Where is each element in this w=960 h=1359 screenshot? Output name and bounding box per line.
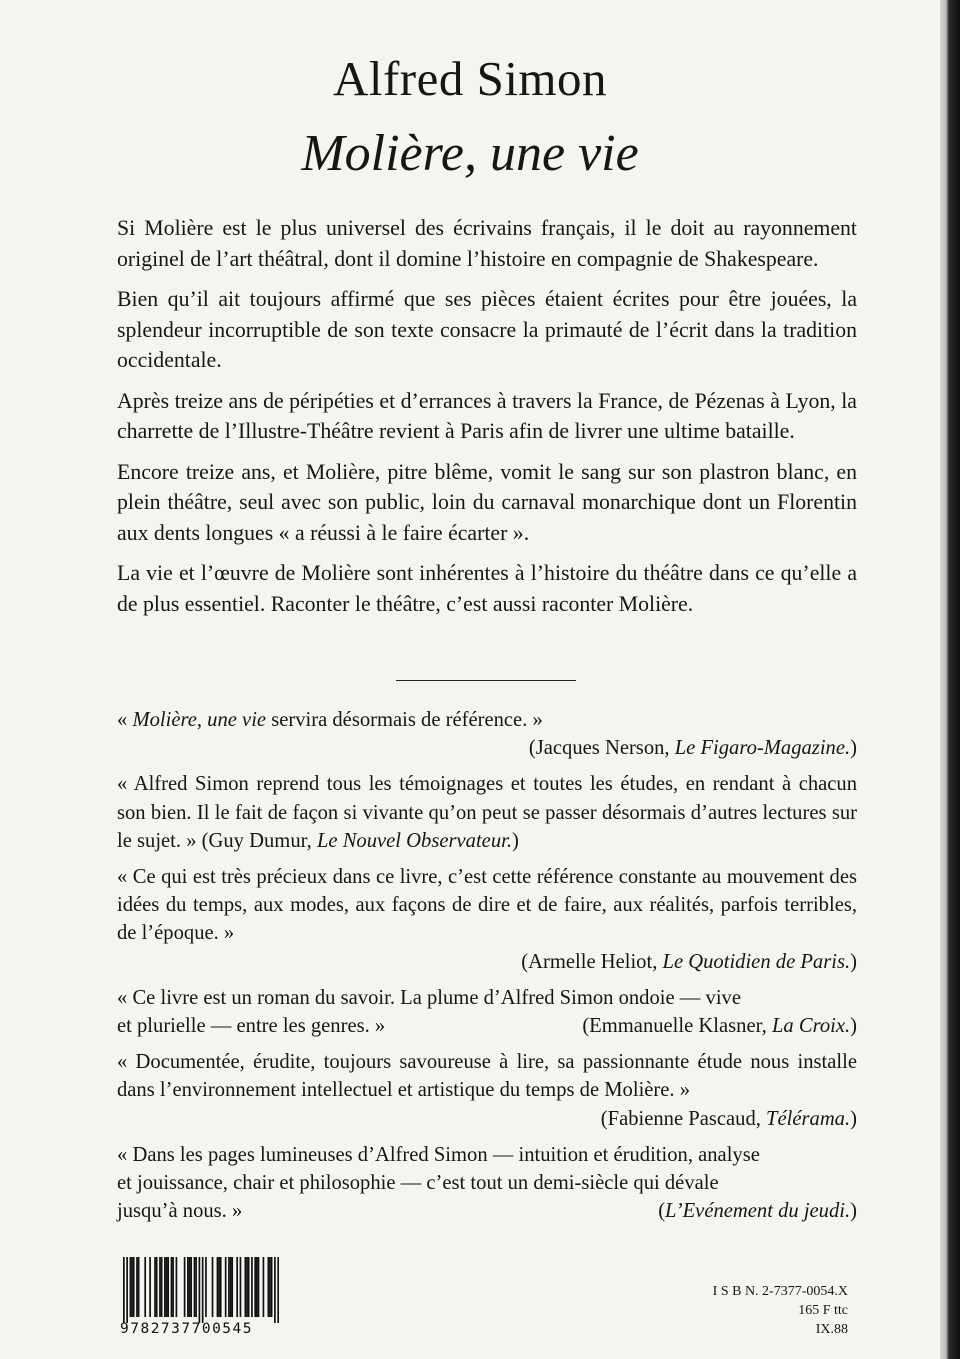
blurb-paragraph: Bien qu’il ait toujours affirmé que ses pièces étaient écrites pour être jouées, la splendeur incorruptible de son texte consacre la primauté de l’écrit dans la tradition occidentale.: [117, 287, 857, 372]
barcode-bar: [263, 1257, 265, 1317]
review-quote: [117, 770, 857, 855]
barcode-bars: [123, 1257, 279, 1323]
quote-text: « Alfred Simon reprend tous les témoignages et toutes les études, en rendant à chacun son bien. Il le fait de façon si vivante qu’on peut se passer désormais d’autres lectures sur le sujet. » (Guy Dumur, Le Nouvel Observateur.): [117, 773, 857, 852]
quote-source: (L’Evénement du jeudi.): [658, 1200, 857, 1223]
publication-info: [713, 1282, 848, 1339]
publication-name: L’Evénement du jeudi.: [665, 1200, 851, 1223]
barcode-bar: [277, 1257, 279, 1323]
barcode-bar: [240, 1257, 242, 1317]
barcode-bar: [123, 1257, 125, 1323]
barcode-bar: [136, 1257, 138, 1317]
barcode-bar: [194, 1257, 196, 1317]
barcode-bar: [225, 1257, 227, 1317]
review-quote: [117, 1048, 857, 1133]
quote-source: (Emmanuelle Klasner, La Croix.): [582, 1015, 857, 1038]
quote-source: (Fabienne Pascaud, Télérama.): [600, 1107, 857, 1130]
barcode-bar: [202, 1257, 204, 1323]
blurb-paragraph: La vie et l’œuvre de Molière sont inhérentes à l’histoire du théâtre dans ce qu’elle a de plus essentiel. Raconter le théâtre, c’est aussi raconter Molière.: [117, 561, 857, 616]
barcode-bar: [171, 1257, 173, 1317]
barcode-bar: [248, 1257, 250, 1317]
barcode-bar: [189, 1257, 191, 1317]
barcode-bar: [205, 1257, 207, 1317]
barcode-bar: [212, 1257, 214, 1317]
quote-text: « Ce livre est un roman du savoir. La plume d’Alfred Simon ondoie — vive: [117, 986, 741, 1009]
barcode-bar: [199, 1257, 201, 1323]
barcode-bar: [245, 1257, 247, 1317]
blurb: [117, 213, 857, 629]
press-reviews: [117, 706, 857, 1233]
review-quote: [117, 984, 857, 1040]
blurb-paragraph: Encore treize ans, et Molière, pitre blême, vomit le sang sur son plastron blanc, en plein théâtre, seul avec son public, loin du carnaval monarchique dont un Florentin aux dents longues « a réussi à le faire écarter ».: [117, 459, 857, 545]
barcode-bar: [274, 1257, 276, 1323]
barcode-bar: [220, 1257, 222, 1317]
barcode-bar: [217, 1257, 219, 1317]
barcode-bar: [268, 1257, 270, 1317]
quote-text: « Documentée, érudite, toujours savoureuse à lire, sa passionnante étude nous installe dans l’environnement intellectuel et artistique du temps de Molière. »: [117, 1051, 857, 1102]
publication-name: Le Figaro-Magazine.: [674, 737, 851, 760]
barcode-bar: [228, 1257, 230, 1317]
price: 165 F ttc: [798, 1303, 848, 1318]
barcode-number: 9782737700545: [120, 1321, 253, 1337]
review-quote: [117, 863, 857, 976]
barcode: [123, 1257, 279, 1323]
barcode-bar: [246, 1257, 248, 1317]
barcode-bar: [138, 1257, 140, 1317]
barcode-bar: [187, 1257, 189, 1317]
quote-source: (Jacques Nerson, Le Figaro-Magazine.): [528, 737, 857, 760]
barcode-bar: [156, 1257, 158, 1317]
barcode-bar: [230, 1257, 232, 1317]
barcode-bar: [154, 1257, 156, 1317]
review-quote: [117, 1141, 857, 1226]
publication-name: Télérama.: [766, 1107, 851, 1130]
quote-source: (Guy Dumur, Le Nouvel Observateur.): [201, 829, 519, 852]
publication-name: La Croix.: [771, 1015, 851, 1038]
barcode-bar: [195, 1257, 197, 1317]
barcode-bar: [184, 1257, 186, 1317]
barcode-bar: [254, 1257, 256, 1317]
blurb-paragraph: Si Molière est le plus universel des écrivains français, il le doit au rayonnement originel de l’art théâtral, dont il domine l’histoire en compagnie de Shakespeare.: [117, 216, 857, 271]
barcode-bar: [144, 1257, 146, 1317]
quote-text: « Molière, une vie servira désormais de référence. »: [117, 709, 543, 731]
blurb-paragraph: Après treize ans de péripéties et d’errances à travers la France, de Pézenas à Lyon, la charrette de l’Illustre-Théâtre revient à Paris afin de livrer une ultime bataille.: [117, 388, 857, 443]
barcode-bar: [126, 1257, 128, 1323]
barcode-bar: [258, 1257, 260, 1317]
publication-name: Le Nouvel Observateur.: [316, 829, 512, 852]
barcode-bar: [269, 1257, 271, 1317]
quote-text: et plurielle — entre les genres. »: [117, 1015, 386, 1038]
barcode-bar: [166, 1257, 168, 1317]
print-code: IX.88: [815, 1322, 848, 1337]
barcode-bar: [161, 1257, 163, 1317]
page-edge: [940, 0, 960, 1359]
barcode-bar: [131, 1257, 133, 1317]
barcode-bar: [133, 1257, 135, 1317]
barcode-bar: [256, 1257, 258, 1317]
quote-text: et jouissance, chair et philosophie — c’est tout un demi-siècle qui dévale: [117, 1172, 719, 1195]
barcode-bar: [130, 1257, 132, 1317]
quote-source: (Armelle Heliot, Le Quotidien de Paris.): [521, 950, 857, 973]
quote-text: jusqu’à nous. »: [117, 1200, 243, 1223]
barcode-bar: [176, 1257, 178, 1317]
publication-name: Le Quotidien de Paris.: [662, 950, 851, 973]
barcode-bar: [167, 1257, 169, 1317]
book-title: Molière, une vie: [301, 125, 639, 182]
barcode-bar: [271, 1257, 273, 1317]
barcode-bar: [236, 1257, 238, 1317]
barcode-bar: [172, 1257, 174, 1317]
isbn: I S B N. 2-7377-0054.X: [712, 1284, 848, 1299]
barcode-bar: [218, 1257, 220, 1317]
section-divider: [396, 680, 576, 681]
quote-text: « Dans les pages lumineuses d’Alfred Simon — intuition et érudition, analyse: [117, 1143, 760, 1166]
quote-text: « Ce qui est très précieux dans ce livre, c’est cette référence constante au mouvement des idées du temps, aux modes, aux façons de dire et de faire, aux réalités, parfois terribles, de l’époque. »: [117, 866, 857, 945]
barcode-bar: [231, 1257, 233, 1317]
barcode-bar: [159, 1257, 161, 1317]
barcode-bar: [251, 1257, 253, 1317]
barcode-bar: [164, 1257, 166, 1317]
barcode-bar: [149, 1257, 151, 1317]
quoted-title: Molière, une vie: [132, 709, 267, 731]
barcode-bar: [190, 1257, 192, 1317]
author-name: Alfred Simon: [332, 51, 608, 106]
review-quote: [117, 706, 857, 762]
